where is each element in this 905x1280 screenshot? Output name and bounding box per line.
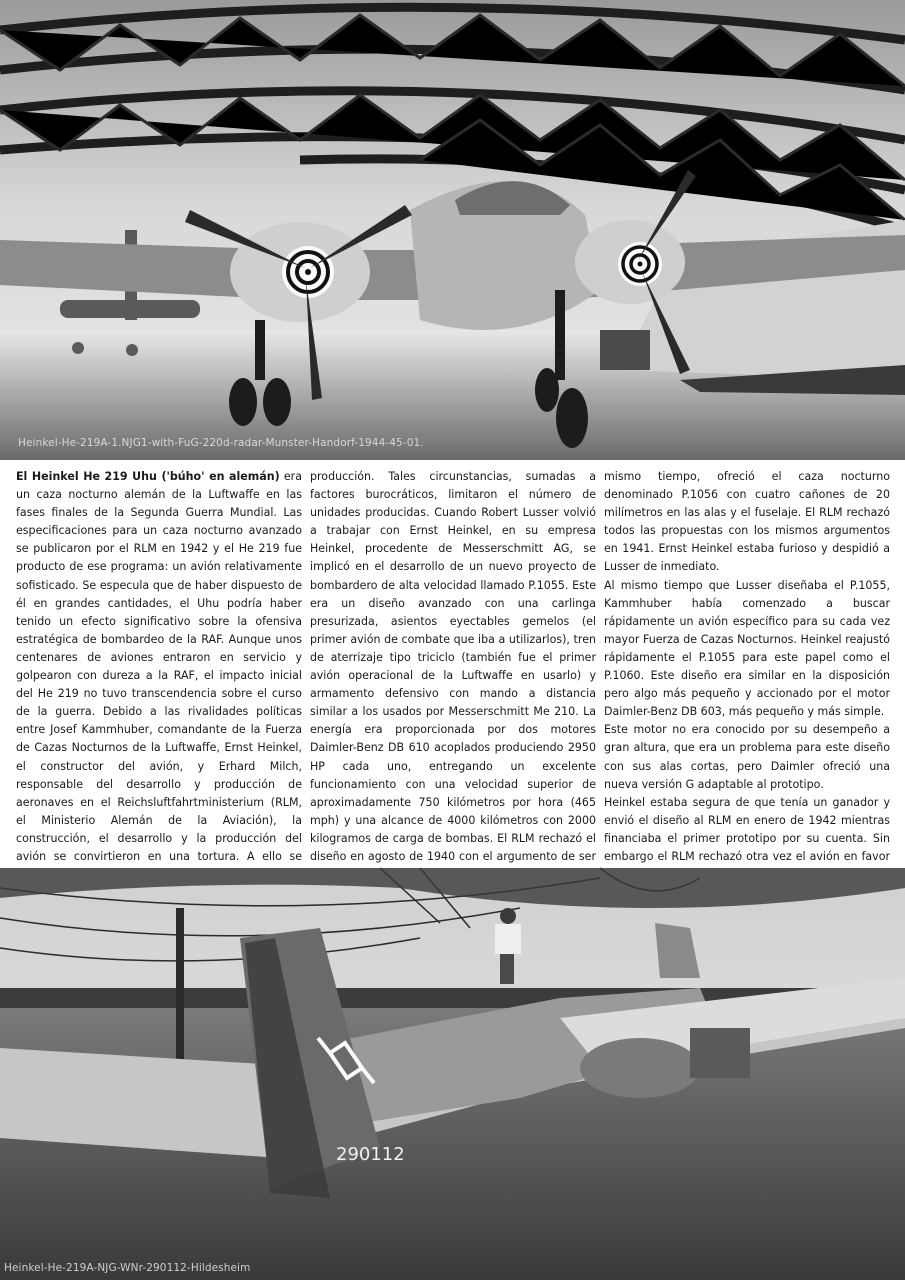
article-column-3 <box>604 468 890 864</box>
camouflaged-aircraft-image <box>0 868 905 1280</box>
article-paragraph: Al mismo tiempo que Lusser diseñaba el P.1055, Kammhuber había comenzado a buscar rápidamente un avión específico para su cada vez mayor Fuerza de Cazas Nocturnos. Heinkel reajustó rápidamente el P.1055 para este papel como el P.1060. Este diseño era similar en la disposición pero algo más pequeño y accionado por el motor Daimler-Benz DB 603, más pequeño y más simple. <box>604 578 890 719</box>
article-text: era un caza nocturno alemán de la Luftwaffe en las fases finales de la Segunda Guerra Mundial. Las especificaciones para un caza nocturno avanzado se publicaron por el RLM en 1942 y el He 219 fue producto de ese programa: un avión relativamente sofisticado. Se especula que de haber dispuesto de él en grandes cantidades, el Uhu podría haber tenido un efecto significativo sobre la ofensiva estratégica de bombardeo de la RAF. Aunque unos centenares de aviones entraron en servicio y golpearon con dureza a la RAF, el impacto inicial del He 219 no tuvo transcendencia sobre el curso de la guerra. Debido a las rivalidades políticas entre Josef Kammhuber, comandante de la Fuerza de Cazas Nocturnos de la Luftwaffe, Ernst Heinkel, el constructor del avión, y Erhard Milch, responsable del desarrollo y producción de aeronaves en el Reichsluftfahrtministerium (RLM, el Ministerio Alemán de la Aviación), la construcción, el desarrollo y la producción del avión se convirtieron en una tortura. A ello se <box>16 470 302 863</box>
bottom-photo <box>0 868 905 1280</box>
article-paragraph: mismo tiempo, ofreció el caza nocturno denominado P.1056 con cuatro cañones de 20 milímetros en las alas y el fuselaje. El RLM rechazó todos las propuestas con los mismos argumentos en 1941. Ernst Heinkel estaba furioso y despidió a Lusser de inmediato. <box>604 470 890 574</box>
article-paragraph: producción. Tales circunstancias, sumadas a factores burocráticos, limitaron el número de unidades producidas. Cuando Robert Lusser volvió a trabajar con Ernst Heinkel, en su empresa Heinkel, procedente de Messerschmitt AG, se implicó en el desarrollo de un nuevo proyecto de bombardero de alta velocidad llamado P.1055. Este era un diseño avanzado con una carlinga presurizada, asientos eyectables gemelos (el primer avión de combate que iba a utilizarlos), tren de aterrizaje tipo triciclo (también fue el primer avión operacional de la Luftwaffe en usarlo) y armamento defensivo con mando a distancia similar a los usados por Messerschmitt Me 210. La energía era proporcionada por dos motores Daimler-Benz DB 610 acoplados produciendo 2950 HP cada uno, entregando un excelente funcionamiento con una velocidad superior de aproximadamente 750 kilómetros por hora (465 mph) y una alcance de 4000 kilómetros con 2000 kilogramos de carga de bombas. El RLM rechazó el diseño en agosto de 1940 con el argumento de ser <box>310 470 596 863</box>
article-column-1 <box>16 468 302 864</box>
article-lead: El Heinkel He 219 Uhu ('búho' en alemán) <box>16 470 280 483</box>
article-paragraph: Heinkel estaba segura de que tenía un ganador y envió el diseño al RLM en enero de 1942 mientras financiaba el primer prototipo por su cuenta. Sin embargo el RLM rechazó otra vez el avión en favor <box>604 795 890 863</box>
tail-code: 290112 <box>336 1144 405 1165</box>
bottom-photo-caption: Heinkel-He-219A-NJG-WNr-290112-Hildesheim <box>4 1262 251 1274</box>
article-paragraph: Este motor no era conocido por su desempeño a gran altura, que era un problema para este diseño con sus alas cortas, pero Daimler ofreció una nueva versión G adaptable al prototipo. <box>604 723 890 791</box>
hangar-aircraft-image <box>0 0 905 460</box>
top-photo <box>0 0 905 460</box>
top-photo-caption: Heinkel-He-219A-1.NJG1-with-FuG-220d-radar-Munster-Handorf-1944-45-01. <box>18 437 424 449</box>
article-body <box>16 468 890 864</box>
article-column-2 <box>310 468 596 864</box>
